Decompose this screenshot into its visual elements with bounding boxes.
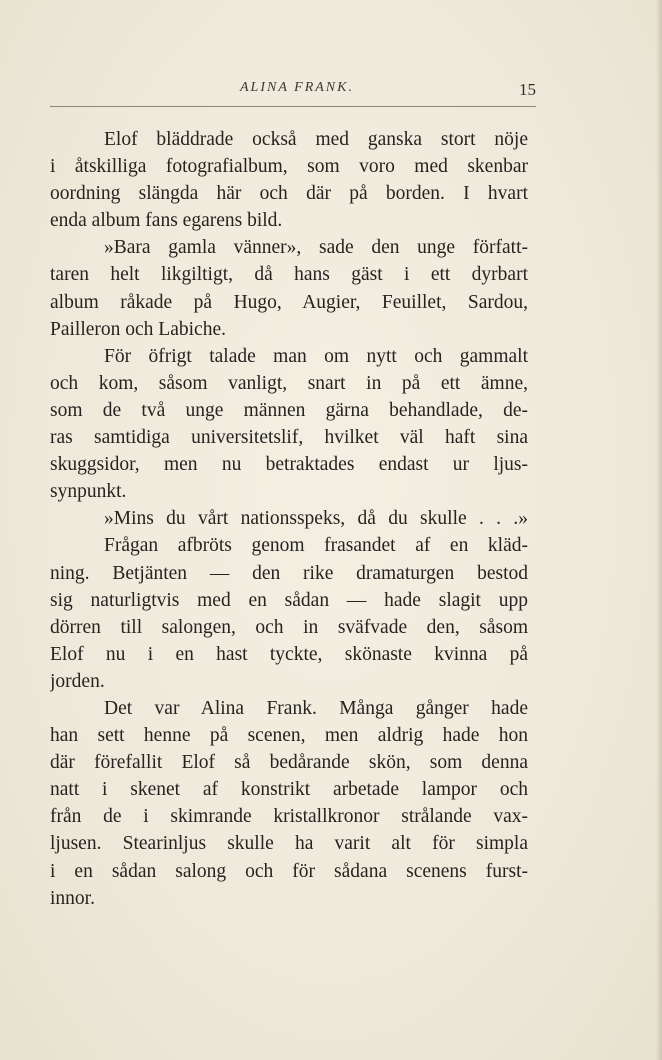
page-edge-shadow [656,0,662,1060]
text-line: sig naturligtvis med en sådan — hade slagit upp [50,589,528,611]
text-line: Pailleron och Labiche. [50,318,226,340]
text-line: där förefallit Elof så bedårande skön, som denna [50,752,528,774]
text-line: i en sådan salong och för sådana scenens furst- [50,860,528,882]
text-line: För öfrigt talade man om nytt och gammalt [104,345,528,367]
running-title: ALINA FRANK. [240,80,354,95]
text-line: Det var Alina Frank. Många gånger hade [104,697,528,719]
text-line: Elof nu i en hast tyckte, skönaste kvinna på [50,643,528,665]
text-line: ras samtidiga universitetslif, hvilket väl haft sina [50,427,528,449]
text-line: och kom, såsom vanligt, snart in på ett ämne, [50,372,528,394]
text-line: »Bara gamla vänner», sade den unge författ- [104,237,528,259]
text-line: han sett henne på scenen, men aldrig hade hon [50,725,528,747]
text-line: natt i skenet af konstrikt arbetade lampor och [50,779,528,801]
text-line: dörren till salongen, och in sväfvade den, såsom [50,616,528,638]
text-line: synpunkt. [50,481,127,503]
text-line: jorden. [50,670,105,692]
text-line: ning. Betjänten — den rike dramaturgen bestod [50,562,528,584]
page-number: 15 [519,80,536,99]
text-line: »Mins du vårt nationsspeks, då du skulle . . .» [104,508,528,530]
text-body [50,126,528,912]
text-line: enda album fans egarens bild. [50,210,283,232]
text-line: album råkade på Hugo, Augier, Feuillet, Sardou, [50,291,528,313]
text-line: som de två unge männen gärna behandlade, de- [50,399,528,421]
text-line: innor. [50,887,95,909]
text-line: Frågan afbröts genom frasandet af en kläd- [104,535,528,557]
text-line: ljusen. Stearinljus skulle ha varit alt för simpla [50,833,528,855]
text-line: taren helt likgiltigt, då hans gäst i ett dyrbart [50,264,528,286]
text-line: Elof bläddrade också med ganska stort nöje [104,129,528,150]
text-line: i åtskilliga fotografialbum, som voro med skenbar [50,156,528,178]
text-line: oordning slängda här och där på borden. I hvart [50,183,528,205]
running-header [50,80,536,107]
text-line: från de i skimrande kristallkronor strålande vax- [50,806,528,828]
text-line: skuggsidor, men nu betraktades endast ur ljus- [50,454,528,476]
